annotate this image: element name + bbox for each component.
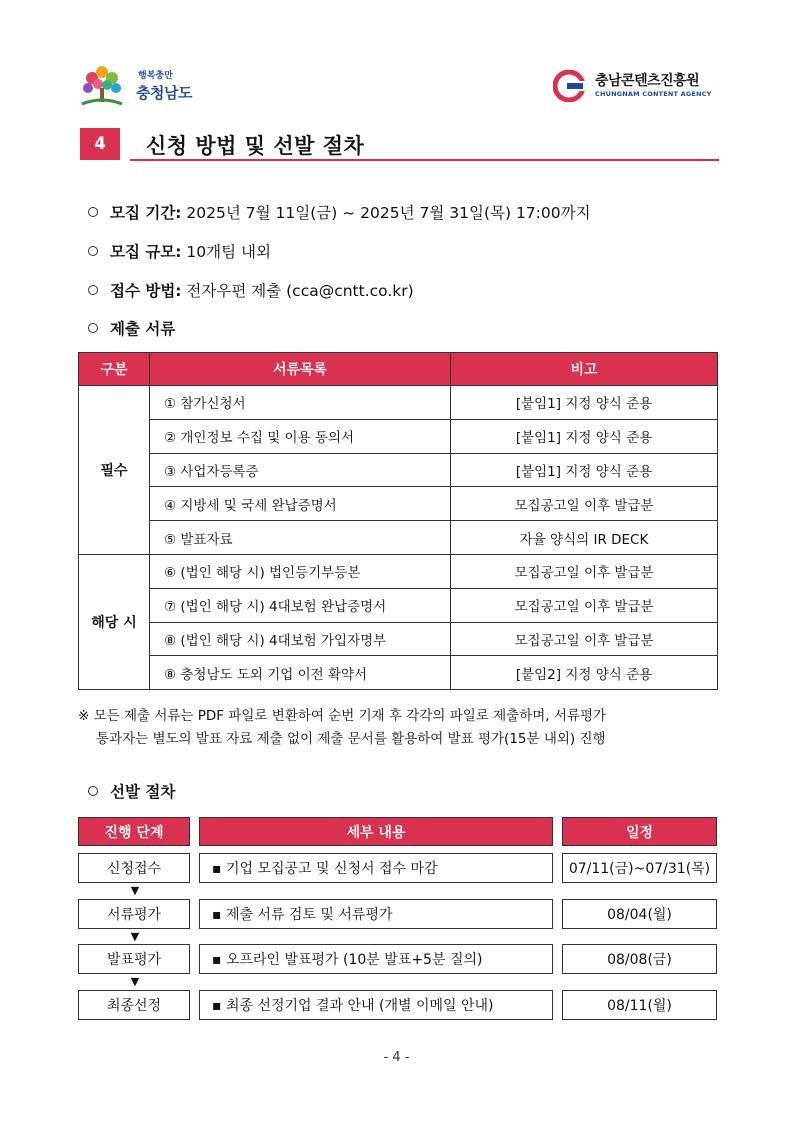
agency-c-mark-icon: [553, 70, 589, 102]
section-number: 4: [80, 128, 120, 160]
document-note: 모집공고일 이후 발급분: [451, 554, 718, 588]
process-date-box: 08/08(금): [562, 944, 717, 974]
table-row: [79, 386, 718, 420]
process-date-box: 07/11(금)~07/31(목): [562, 853, 717, 883]
circle-bullet-icon: [88, 285, 98, 295]
process-date-box: 08/04(월): [562, 899, 717, 929]
process-detail-box: ▪ 최종 선정기업 결과 안내 (개별 이메일 안내): [199, 990, 553, 1020]
process-header-stage: 진행 단계: [78, 817, 190, 846]
document-item: ⑧ 충청남도 도외 기업 이전 확약서: [150, 656, 451, 690]
bullet-submit-method: 접수 방법: 전자우편 제출 (cca@cntt.co.kr): [88, 279, 414, 301]
category-conditional: 해당 시: [79, 554, 150, 689]
note-line-2: 통과자는 별도의 발표 자료 제출 없이 제출 문서를 활용하여 발표 평가(15분 내외) 진행: [96, 731, 606, 747]
document-item: ① 참가신청서: [150, 386, 451, 420]
section-underline: [130, 159, 719, 161]
document-item: ② 개인정보 수집 및 이용 동의서: [150, 419, 451, 453]
process-detail-box: ▪ 오프라인 발표평가 (10분 발표+5분 질의): [199, 944, 553, 974]
logo-tagline: 행복충만: [138, 71, 173, 81]
document-note: 모집공고일 이후 발급분: [451, 588, 718, 622]
document-item: ⑦ (법인 해당 시) 4대보험 완납증명서: [150, 588, 451, 622]
document-item: ⑥ (법인 해당 시) 법인등기부등본: [150, 554, 451, 588]
down-arrow-icon: ▼: [130, 975, 140, 988]
table-row: [79, 588, 718, 622]
bullet-recruit-period: 모집 기간: 2025년 7월 11일(금) ~ 2025년 7월 31일(목) 17:00까지: [88, 201, 591, 223]
table-row: [79, 622, 718, 656]
agency-name: 충남콘텐츠진흥원: [595, 73, 700, 89]
section-title: 신청 방법 및 선발 절차: [146, 134, 365, 158]
documents-table: [78, 352, 718, 690]
down-arrow-icon: ▼: [130, 930, 140, 943]
document-note: 모집공고일 이후 발급분: [451, 487, 718, 521]
document-note: [붙임1] 지정 양식 준용: [451, 419, 718, 453]
bullet-submit-documents: 제출 서류: [88, 317, 175, 339]
document-note: [붙임2] 지정 양식 준용: [451, 656, 718, 690]
chungnam-province-logo: [78, 64, 218, 106]
col-header-remarks: 비고: [451, 353, 718, 386]
document-item: ④ 지방세 및 국세 완납증명서: [150, 487, 451, 521]
document-note: [붙임1] 지정 양식 준용: [451, 453, 718, 487]
process-detail-box: ▪ 기업 모집공고 및 신청서 접수 마감: [199, 853, 553, 883]
circle-bullet-icon: [88, 207, 98, 217]
col-header-category: 구분: [79, 353, 150, 386]
document-note: 자율 양식의 IR DECK: [451, 521, 718, 555]
process-date-box: 08/11(월): [562, 990, 717, 1020]
agency-logo: [553, 68, 725, 104]
document-note: 모집공고일 이후 발급분: [451, 622, 718, 656]
circle-bullet-icon: [88, 786, 98, 796]
table-row: [79, 656, 718, 690]
bullet-recruit-size: 모집 규모: 10개팀 내외: [88, 240, 271, 262]
circle-bullet-icon: [88, 246, 98, 256]
process-stage-box: 신청접수: [78, 853, 190, 883]
tree-emblem-icon: [78, 64, 126, 106]
circle-bullet-icon: [88, 323, 98, 333]
document-note: [붙임1] 지정 양식 준용: [451, 386, 718, 420]
process-stage-box: 발표평가: [78, 944, 190, 974]
process-stage-box: 최종선정: [78, 990, 190, 1020]
document-item: ③ 사업자등록증: [150, 453, 451, 487]
agency-english-name: CHUNGNAM CONTENT AGENCY: [595, 90, 712, 98]
col-header-document-list: 서류목록: [150, 353, 451, 386]
category-required: 필수: [79, 386, 150, 555]
bullet-selection-process: 선발 절차: [88, 780, 175, 802]
process-header-schedule: 일정: [562, 817, 717, 846]
table-header-row: [79, 353, 718, 386]
table-row: [79, 487, 718, 521]
process-stage-box: 서류평가: [78, 899, 190, 929]
table-row: [79, 419, 718, 453]
down-arrow-icon: ▼: [130, 884, 140, 897]
table-row: [79, 554, 718, 588]
table-row: [79, 521, 718, 555]
page-number: - 4 -: [383, 1050, 410, 1065]
process-header-detail: 세부 내용: [199, 817, 553, 846]
note-line-1: ※ 모든 제출 서류는 PDF 파일로 변환하여 순번 기재 후 각각의 파일로 제출하며, 서류평가: [78, 708, 607, 724]
logo-province-name: 충청남도: [136, 84, 192, 102]
process-detail-box: ▪ 제출 서류 검토 및 서류평가: [199, 899, 553, 929]
document-item: ⑧ (법인 해당 시) 4대보험 가입자명부: [150, 622, 451, 656]
table-row: [79, 453, 718, 487]
document-item: ⑤ 발표자료: [150, 521, 451, 555]
